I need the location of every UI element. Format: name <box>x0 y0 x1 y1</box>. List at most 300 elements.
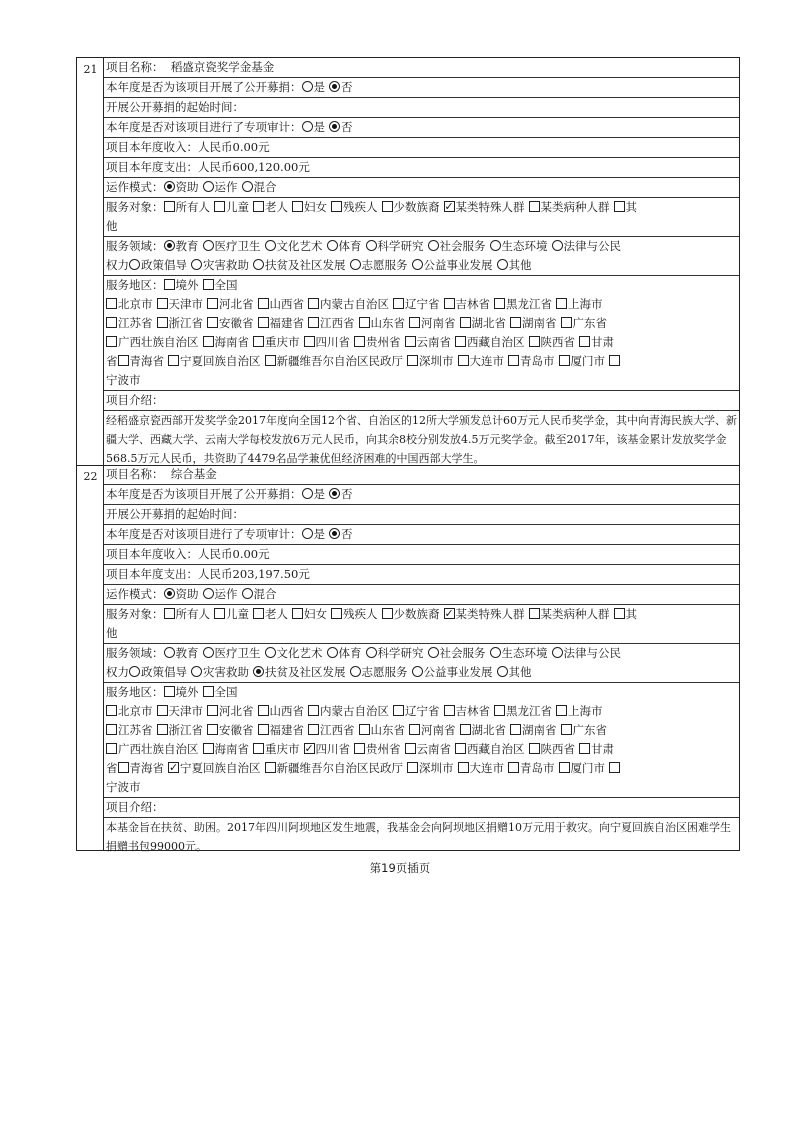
radio-icon[interactable] <box>366 240 377 251</box>
checkbox-icon[interactable] <box>308 298 319 309</box>
checkbox-icon[interactable] <box>556 705 567 716</box>
checkbox-option[interactable] <box>253 605 288 624</box>
checkbox-icon[interactable] <box>609 762 620 773</box>
radio-icon[interactable] <box>242 181 253 192</box>
radio-option[interactable] <box>490 644 548 663</box>
checkbox-option[interactable] <box>359 314 406 333</box>
checkbox-icon[interactable] <box>207 317 218 328</box>
checkbox-option[interactable] <box>292 198 327 217</box>
radio-option[interactable] <box>253 663 346 682</box>
checkbox-icon[interactable] <box>529 201 540 212</box>
checkbox-icon[interactable] <box>359 724 370 735</box>
checkbox-icon[interactable] <box>253 201 264 212</box>
checkbox-icon[interactable] <box>444 608 455 619</box>
radio-option[interactable] <box>329 78 353 97</box>
checkbox-option[interactable] <box>207 702 254 721</box>
radio-icon[interactable] <box>497 259 508 270</box>
option-label: 体育 <box>338 239 362 253</box>
checkbox-icon[interactable] <box>258 724 269 735</box>
checkbox-icon[interactable] <box>207 298 218 309</box>
checkbox-icon[interactable] <box>510 317 521 328</box>
checkbox-icon[interactable] <box>405 743 416 754</box>
radio-icon[interactable] <box>329 121 340 132</box>
checkbox-icon[interactable] <box>203 686 214 697</box>
checkbox-option[interactable] <box>203 740 250 759</box>
radio-option[interactable] <box>350 663 408 682</box>
checkbox-icon[interactable] <box>359 317 370 328</box>
radio-icon[interactable] <box>164 588 175 599</box>
checkbox-icon[interactable] <box>458 762 469 773</box>
option-label: 扶贫及社区发展 <box>265 665 346 679</box>
checkbox-icon[interactable] <box>614 608 625 619</box>
checkbox-option[interactable] <box>207 314 254 333</box>
radio-icon[interactable] <box>253 666 264 677</box>
checkbox-option[interactable] <box>207 295 254 314</box>
checkbox-icon[interactable] <box>460 317 471 328</box>
checkbox-option[interactable] <box>508 352 555 371</box>
checkbox-icon[interactable] <box>157 724 168 735</box>
fundraising-row: 本年度是否为该项目开展了公开募捐： 是 否 <box>104 78 739 98</box>
checkbox-icon[interactable] <box>157 317 168 328</box>
checkbox-icon[interactable] <box>559 762 570 773</box>
radio-option[interactable] <box>552 644 622 663</box>
radio-icon[interactable] <box>265 240 276 251</box>
option-label: 上海市 <box>568 704 603 718</box>
checkbox-icon[interactable] <box>579 743 590 754</box>
checkbox-icon[interactable] <box>409 724 420 735</box>
radio-option[interactable] <box>191 256 249 275</box>
radio-option[interactable] <box>412 663 493 682</box>
radio-icon[interactable] <box>552 240 563 251</box>
checkbox-option[interactable] <box>455 333 525 352</box>
checkbox-option[interactable] <box>460 314 507 333</box>
checkbox-option[interactable] <box>382 198 440 217</box>
checkbox-option[interactable] <box>168 352 261 371</box>
checkbox-option[interactable] <box>258 314 305 333</box>
checkbox-option[interactable] <box>494 702 552 721</box>
radio-option[interactable] <box>497 663 532 682</box>
checkbox-icon[interactable] <box>494 705 505 716</box>
checkbox-icon[interactable] <box>559 355 570 366</box>
radio-option[interactable] <box>327 237 362 256</box>
option-label: 上海市 <box>568 297 603 311</box>
option-label: 广东省 <box>572 316 607 330</box>
checkbox-icon[interactable] <box>614 201 625 212</box>
checkbox-option[interactable] <box>460 721 507 740</box>
checkbox-option[interactable] <box>409 314 456 333</box>
checkbox-option[interactable] <box>444 295 491 314</box>
checkbox-option[interactable] <box>106 721 153 740</box>
radio-option[interactable] <box>302 525 326 544</box>
checkbox-option[interactable] <box>614 198 638 217</box>
checkbox-option[interactable] <box>308 721 355 740</box>
checkbox-option[interactable] <box>253 333 300 352</box>
radio-option[interactable] <box>412 256 493 275</box>
option-label: 江西省 <box>320 723 355 737</box>
checkbox-option[interactable] <box>164 198 211 217</box>
checkbox-option[interactable] <box>407 759 454 778</box>
checkbox-icon[interactable] <box>354 336 365 347</box>
checkbox-option[interactable] <box>409 721 456 740</box>
radio-icon[interactable] <box>302 121 313 132</box>
checkbox-icon[interactable] <box>508 355 519 366</box>
checkbox-option[interactable] <box>203 683 238 702</box>
radio-icon[interactable] <box>203 181 214 192</box>
checkbox-icon[interactable] <box>444 201 455 212</box>
checkbox-icon[interactable] <box>265 355 276 366</box>
radio-icon[interactable] <box>191 666 202 677</box>
option-label: 否 <box>341 120 353 134</box>
checkbox-icon[interactable] <box>168 355 179 366</box>
checkbox-option[interactable] <box>510 721 557 740</box>
checkbox-option[interactable] <box>559 352 606 371</box>
checkbox-option[interactable] <box>444 198 525 217</box>
option-label: 天津市 <box>168 297 203 311</box>
radio-icon[interactable] <box>350 259 361 270</box>
radio-icon[interactable] <box>302 528 313 539</box>
checkbox-option[interactable] <box>253 198 288 217</box>
radio-icon[interactable] <box>203 240 214 251</box>
checkbox-option[interactable] <box>203 333 250 352</box>
checkbox-icon[interactable] <box>207 705 218 716</box>
option-label: 青岛市 <box>520 761 555 775</box>
checkbox-icon[interactable] <box>460 724 471 735</box>
radio-icon[interactable] <box>253 259 264 270</box>
checkbox-option[interactable] <box>579 333 614 352</box>
checkbox-option[interactable] <box>354 333 401 352</box>
checkbox-option[interactable] <box>157 702 204 721</box>
checkbox-icon[interactable] <box>510 724 521 735</box>
checkbox-icon[interactable] <box>407 762 418 773</box>
radio-icon[interactable] <box>329 528 340 539</box>
checkbox-option[interactable] <box>455 740 525 759</box>
checkbox-icon[interactable] <box>253 336 264 347</box>
checkbox-option[interactable] <box>106 740 199 759</box>
option-label: 新疆维吾尔自治区民政厅 <box>276 354 403 368</box>
checkbox-option[interactable] <box>529 740 576 759</box>
checkbox-option[interactable] <box>164 276 199 295</box>
checkbox-option[interactable] <box>106 314 153 333</box>
checkbox-icon[interactable] <box>207 724 218 735</box>
checkbox-option[interactable] <box>118 352 165 371</box>
checkbox-icon[interactable] <box>382 201 393 212</box>
radio-option[interactable] <box>366 644 424 663</box>
checkbox-option[interactable] <box>529 333 576 352</box>
checkbox-option[interactable] <box>106 295 153 314</box>
checkbox-icon[interactable] <box>258 705 269 716</box>
checkbox-option[interactable] <box>444 702 491 721</box>
checkbox-option[interactable] <box>157 314 204 333</box>
checkbox-icon[interactable] <box>203 743 214 754</box>
checkbox-icon[interactable] <box>106 743 117 754</box>
radio-icon[interactable] <box>265 647 276 658</box>
checkbox-option[interactable] <box>265 352 404 371</box>
checkbox-icon[interactable] <box>444 705 455 716</box>
checkbox-option[interactable] <box>508 759 555 778</box>
checkbox-icon[interactable] <box>164 686 175 697</box>
radio-icon[interactable] <box>490 647 501 658</box>
radio-option[interactable] <box>265 237 323 256</box>
radio-option[interactable] <box>164 644 199 663</box>
checkbox-option[interactable] <box>203 276 238 295</box>
option-label: 其 <box>625 200 637 214</box>
checkbox-option[interactable] <box>157 721 204 740</box>
radio-icon[interactable] <box>164 647 175 658</box>
radio-icon[interactable] <box>191 259 202 270</box>
radio-icon[interactable] <box>350 666 361 677</box>
radio-option[interactable] <box>302 118 326 137</box>
option-label: 浙江省 <box>168 723 203 737</box>
checkbox-icon[interactable] <box>529 743 540 754</box>
radio-icon[interactable] <box>203 647 214 658</box>
option-label: 医疗卫生 <box>214 239 261 253</box>
checkbox-icon[interactable] <box>106 336 117 347</box>
checkbox-icon[interactable] <box>118 355 129 366</box>
checkbox-icon[interactable] <box>118 762 129 773</box>
radio-icon[interactable] <box>497 666 508 677</box>
radio-option[interactable] <box>203 178 238 197</box>
option-label: 体育 <box>338 646 362 660</box>
checkbox-option[interactable] <box>405 333 452 352</box>
checkbox-option[interactable] <box>510 314 557 333</box>
radio-option[interactable] <box>302 78 326 97</box>
checkbox-option[interactable] <box>494 295 552 314</box>
option-label: 陕西省 <box>540 335 575 349</box>
checkbox-option[interactable] <box>556 702 603 721</box>
checkbox-option[interactable] <box>561 721 608 740</box>
checkbox-option[interactable] <box>106 333 199 352</box>
radio-option[interactable] <box>164 178 199 197</box>
checkbox-option[interactable] <box>561 314 608 333</box>
checkbox-icon[interactable] <box>253 608 264 619</box>
checkbox-option[interactable] <box>444 605 525 624</box>
option-label: 文化艺术 <box>276 239 323 253</box>
checkbox-icon[interactable] <box>561 724 572 735</box>
checkbox-icon[interactable] <box>214 608 225 619</box>
checkbox-option[interactable] <box>609 759 621 778</box>
checkbox-icon[interactable] <box>203 336 214 347</box>
radio-option[interactable] <box>203 237 261 256</box>
option-label: 运作 <box>214 180 238 194</box>
radio-option[interactable] <box>497 256 532 275</box>
radio-icon[interactable] <box>428 240 439 251</box>
checkbox-icon[interactable] <box>407 355 418 366</box>
checkbox-icon[interactable] <box>258 298 269 309</box>
form-table <box>76 57 740 851</box>
radio-option[interactable] <box>366 237 424 256</box>
checkbox-option[interactable] <box>265 759 404 778</box>
radio-option[interactable] <box>302 485 326 504</box>
checkbox-option[interactable] <box>164 605 211 624</box>
checkbox-icon[interactable] <box>203 279 214 290</box>
radio-icon[interactable] <box>329 81 340 92</box>
checkbox-icon[interactable] <box>529 608 540 619</box>
checkbox-option[interactable] <box>458 352 505 371</box>
option-label: 其 <box>625 607 637 621</box>
checkbox-icon[interactable] <box>214 201 225 212</box>
radio-icon[interactable] <box>329 488 340 499</box>
checkbox-icon[interactable] <box>455 743 466 754</box>
radio-icon[interactable] <box>242 588 253 599</box>
checkbox-icon[interactable] <box>393 705 404 716</box>
checkbox-icon[interactable] <box>164 608 175 619</box>
checkbox-icon[interactable] <box>579 336 590 347</box>
checkbox-option[interactable] <box>258 721 305 740</box>
option-label: 河北省 <box>219 704 254 718</box>
checkbox-icon[interactable] <box>556 298 567 309</box>
checkbox-option[interactable] <box>354 740 401 759</box>
checkbox-icon[interactable] <box>494 298 505 309</box>
radio-option[interactable] <box>329 118 353 137</box>
checkbox-icon[interactable] <box>561 317 572 328</box>
checkbox-icon[interactable] <box>157 705 168 716</box>
checkbox-icon[interactable] <box>331 201 342 212</box>
checkbox-option[interactable] <box>308 295 389 314</box>
radio-option[interactable] <box>428 237 486 256</box>
checkbox-icon[interactable] <box>444 298 455 309</box>
radio-icon[interactable] <box>129 666 140 677</box>
checkbox-option[interactable] <box>304 740 351 759</box>
radio-icon[interactable] <box>302 488 313 499</box>
option-label: 山东省 <box>370 723 405 737</box>
checkbox-icon[interactable] <box>304 336 315 347</box>
checkbox-icon[interactable] <box>168 762 179 773</box>
radio-option[interactable] <box>428 644 486 663</box>
radio-option[interactable] <box>329 485 353 504</box>
radio-option[interactable] <box>329 525 353 544</box>
radio-icon[interactable] <box>164 181 175 192</box>
radio-option[interactable] <box>265 644 323 663</box>
checkbox-option[interactable] <box>556 295 603 314</box>
checkbox-icon[interactable] <box>308 317 319 328</box>
checkbox-option[interactable] <box>214 605 249 624</box>
checkbox-option[interactable] <box>214 198 249 217</box>
checkbox-option[interactable] <box>614 605 638 624</box>
checkbox-icon[interactable] <box>354 743 365 754</box>
option-label: 资助 <box>175 587 199 601</box>
radio-icon[interactable] <box>552 647 563 658</box>
radio-icon[interactable] <box>302 81 313 92</box>
checkbox-icon[interactable] <box>106 705 117 716</box>
checkbox-icon[interactable] <box>529 336 540 347</box>
checkbox-option[interactable] <box>157 295 204 314</box>
radio-option[interactable] <box>242 178 277 197</box>
radio-icon[interactable] <box>203 588 214 599</box>
checkbox-option[interactable] <box>106 702 153 721</box>
radio-option[interactable] <box>203 585 238 604</box>
checkbox-option[interactable] <box>393 702 440 721</box>
checkbox-option[interactable] <box>304 333 351 352</box>
radio-icon[interactable] <box>412 666 423 677</box>
radio-icon[interactable] <box>129 259 140 270</box>
checkbox-option[interactable] <box>331 198 378 217</box>
radio-icon[interactable] <box>327 240 338 251</box>
radio-option[interactable] <box>129 256 187 275</box>
checkbox-option[interactable] <box>292 605 327 624</box>
radio-option[interactable] <box>129 663 187 682</box>
intro-text: 经稻盛京瓷西部开发奖学金2017年度向全国12个省、自治区的12所大学颁发总计60万元人民币奖学金，其中向青海民族大学、新疆大学、西藏大学、云南大学每校发放6万元人民币，向其余8校分别发放4.5万元奖学金。截至2017年，该基金累计发放奖学金568.5万元人民币，共资助了4479名品学兼优但经济困难的中国西部大学生。 <box>106 414 737 465</box>
checkbox-icon[interactable] <box>609 355 620 366</box>
checkbox-option[interactable] <box>258 702 305 721</box>
radio-option[interactable] <box>164 237 199 256</box>
checkbox-icon[interactable] <box>106 298 117 309</box>
checkbox-icon[interactable] <box>382 608 393 619</box>
radio-option[interactable] <box>242 585 277 604</box>
checkbox-option[interactable] <box>458 759 505 778</box>
radio-option[interactable] <box>203 644 261 663</box>
checkbox-option[interactable] <box>164 683 199 702</box>
option-label: 广西壮族自治区 <box>118 742 199 756</box>
option-label: 所有人 <box>175 607 210 621</box>
checkbox-option[interactable] <box>258 295 305 314</box>
radio-icon[interactable] <box>490 240 501 251</box>
checkbox-icon[interactable] <box>455 336 466 347</box>
checkbox-option[interactable] <box>559 759 606 778</box>
checkbox-icon[interactable] <box>331 608 342 619</box>
radio-icon[interactable] <box>428 647 439 658</box>
radio-icon[interactable] <box>412 259 423 270</box>
checkbox-icon[interactable] <box>253 743 264 754</box>
radio-option[interactable] <box>164 585 199 604</box>
checkbox-icon[interactable] <box>164 201 175 212</box>
checkbox-icon[interactable] <box>292 201 303 212</box>
checkbox-icon[interactable] <box>304 743 315 754</box>
checkbox-icon[interactable] <box>308 705 319 716</box>
checkbox-option[interactable] <box>308 702 389 721</box>
checkbox-option[interactable] <box>207 721 254 740</box>
checkbox-icon[interactable] <box>308 724 319 735</box>
checkbox-option[interactable] <box>529 605 610 624</box>
radio-option[interactable] <box>552 237 622 256</box>
checkbox-icon[interactable] <box>106 724 117 735</box>
checkbox-option[interactable] <box>405 740 452 759</box>
checkbox-option[interactable] <box>359 721 406 740</box>
radio-icon[interactable] <box>164 240 175 251</box>
option-label: 否 <box>341 487 353 501</box>
checkbox-icon[interactable] <box>258 317 269 328</box>
checkbox-icon[interactable] <box>265 762 276 773</box>
checkbox-option[interactable] <box>529 198 610 217</box>
checkbox-option[interactable] <box>393 295 440 314</box>
checkbox-icon[interactable] <box>458 355 469 366</box>
radio-option[interactable] <box>253 256 346 275</box>
checkbox-icon[interactable] <box>508 762 519 773</box>
checkbox-icon[interactable] <box>292 608 303 619</box>
radio-option[interactable] <box>327 644 362 663</box>
checkbox-icon[interactable] <box>164 279 175 290</box>
checkbox-icon[interactable] <box>405 336 416 347</box>
checkbox-icon[interactable] <box>157 298 168 309</box>
radio-option[interactable] <box>490 237 548 256</box>
radio-icon[interactable] <box>327 647 338 658</box>
checkbox-option[interactable] <box>118 759 165 778</box>
checkbox-icon[interactable] <box>409 317 420 328</box>
checkbox-option[interactable] <box>168 759 261 778</box>
radio-option[interactable] <box>191 663 249 682</box>
radio-icon[interactable] <box>366 647 377 658</box>
checkbox-option[interactable] <box>253 740 300 759</box>
checkbox-option[interactable] <box>331 605 378 624</box>
checkbox-option[interactable] <box>579 740 614 759</box>
checkbox-option[interactable] <box>382 605 440 624</box>
checkbox-icon[interactable] <box>393 298 404 309</box>
checkbox-option[interactable] <box>609 352 621 371</box>
option-label: 残疾人 <box>343 607 378 621</box>
checkbox-option[interactable] <box>308 314 355 333</box>
checkbox-option[interactable] <box>407 352 454 371</box>
checkbox-icon[interactable] <box>106 317 117 328</box>
radio-option[interactable] <box>350 256 408 275</box>
